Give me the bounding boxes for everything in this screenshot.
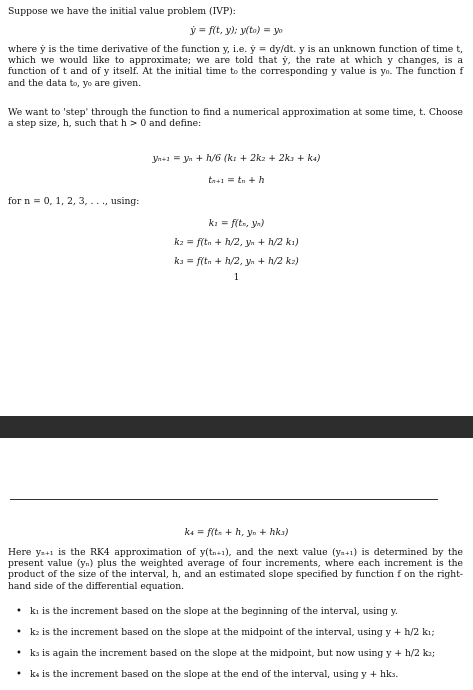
equation-k2: k₂ = f(tₙ + h/2, yₙ + h/2 k₁) — [174, 237, 299, 248]
list-item: • k₄ is the increment based on the slope at the end of the interval, using y + hk₃. — [8, 669, 463, 690]
intro-text: Suppose we have the initial value problem (IVP): — [8, 6, 236, 17]
ivp-equation: ẏ = f(t, y); y(t₀) = y₀ — [190, 25, 283, 36]
page-separator — [0, 416, 473, 438]
paragraph-step: We want to 'step' through the function to find a numerical approximation at some time, t. Choose a step size, h, such that h > 0 and define: — [8, 107, 463, 130]
paragraph-derivative: where ẏ is the time derivative of the function y, i.e. ẏ = dy/dt. y is an unknown function of time t, which we would like to approximate; we are told that ẏ, the rate at which y changes, is a function of t and of y itself. At the initial time t₀ the corresponding y value is y₀. The function f and the data t₀, y₀ are given. — [8, 44, 463, 89]
for-n-text: for n = 0, 1, 2, 3, . . ., using: — [8, 196, 140, 207]
list-item: • k₁ is the increment based on the slope at the beginning of the interval, using y. — [8, 606, 463, 627]
list-item: • k₃ is again the increment based on the slope at the midpoint, but now using y + h/2 k₂; — [8, 648, 463, 669]
paragraph-rk4: Here yₙ₊₁ is the RK4 approximation of y(tₙ₊₁), and the next value (yₙ₊₁) is determined by the present value (yₙ) plus the weighted average of four increments, where each increment is the product of the size of the interval, h, and an estimated slope specified by function f on the right-hand side of the differential equation. — [8, 547, 463, 592]
equation-t-next: tₙ₊₁ = tₙ + h — [208, 175, 265, 186]
equation-k1: k₁ = f(tₙ, yₙ) — [208, 218, 265, 229]
equation-k3: k₃ = f(tₙ + h/2, yₙ + h/2 k₂) — [174, 256, 299, 267]
increment-list — [8, 606, 463, 690]
equation-k4: k₄ = f(tₙ + h, yₙ + hk₃) — [184, 527, 289, 538]
header-rule — [10, 499, 438, 500]
list-item: • k₂ is the increment based on the slope at the midpoint of the interval, using y + h/2 k₁; — [8, 627, 463, 648]
equation-y-next: yₙ₊₁ = yₙ + h/6 (k₁ + 2k₂ + 2k₃ + k₄) — [152, 153, 321, 164]
page-number: 1 — [233, 272, 240, 283]
